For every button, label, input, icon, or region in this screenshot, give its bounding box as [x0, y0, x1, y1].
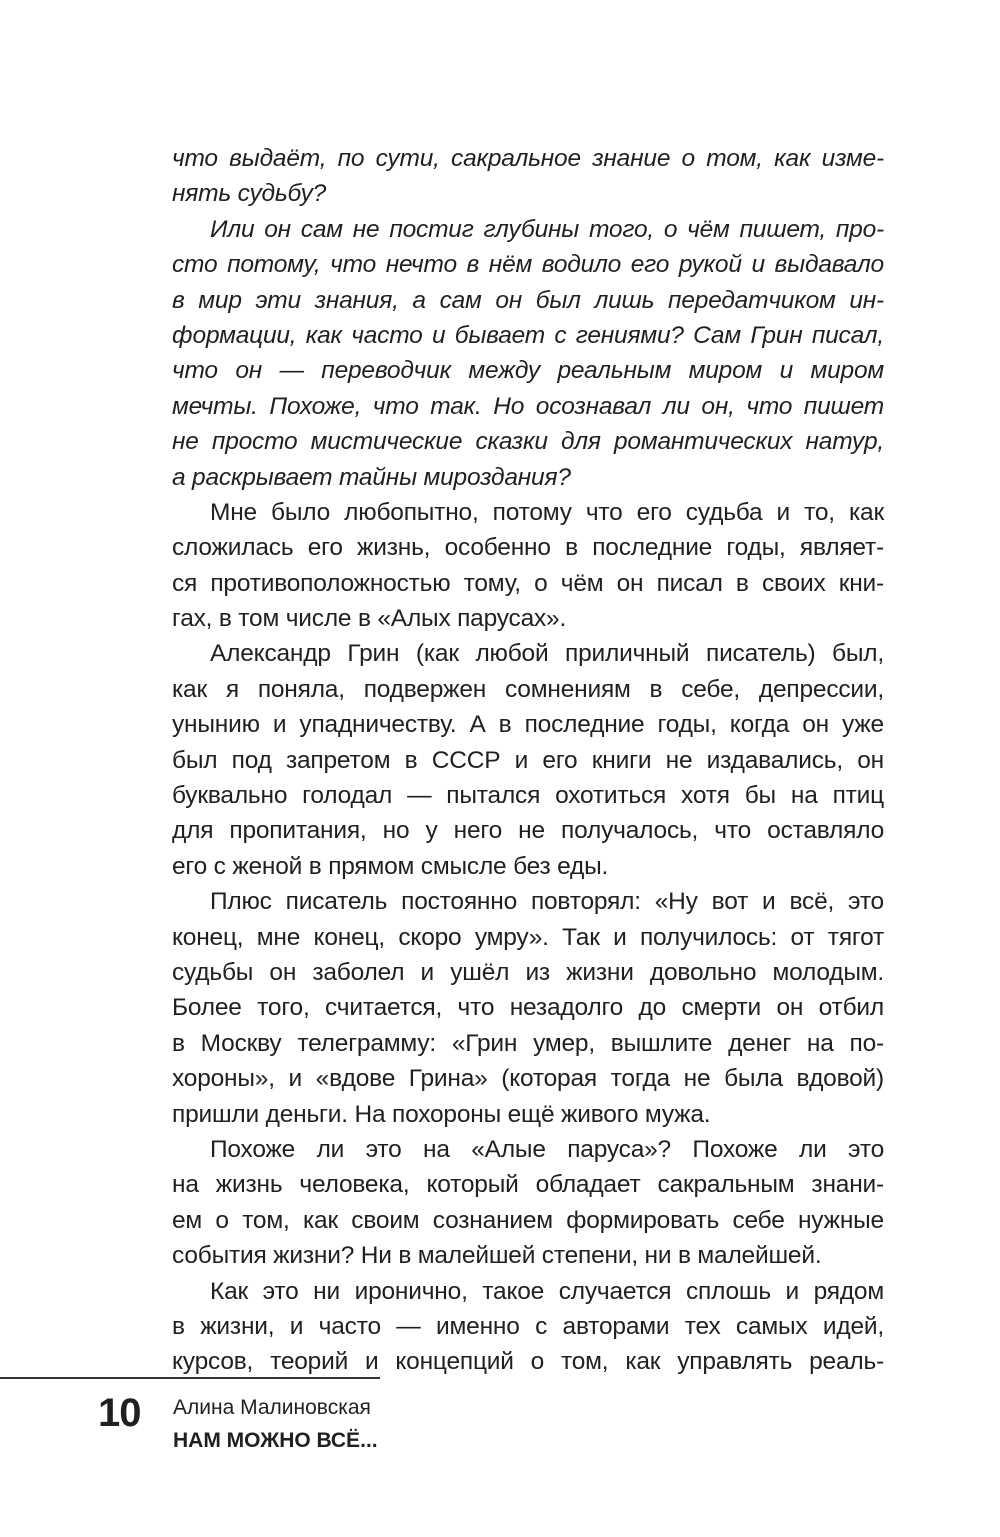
text-line: конец, мне конец, скоро умру». Так и получилось: от тягот: [172, 923, 884, 951]
text-line: в мир эти знания, а сам он был лишь передатчиком ин-: [172, 286, 884, 314]
footer-author: Алина Малиновская: [173, 1396, 371, 1419]
text-line: для пропитания, но у него не получалось, что оставляло: [172, 817, 884, 845]
text-line: пришли деньги. На похороны ещё живого мужа.: [172, 1100, 711, 1128]
text-line: что выдаёт, по сути, сакральное знание о том, как изме-: [172, 145, 884, 172]
text-line: хороны», и «вдове Грина» (которая тогда не была вдовой): [172, 1065, 884, 1093]
page-number: 10: [98, 1391, 141, 1435]
text-line: Более того, считается, что незадолго до смерти он отбил: [172, 994, 884, 1022]
text-line: Плюс писатель постоянно повторял: «Ну вот и всё, это: [210, 888, 884, 916]
text-line: судьбы он заболел и ушёл из жизни довольно молодым.: [172, 958, 884, 986]
paragraph: [172, 884, 884, 1132]
footer-book-title: НАМ МОЖНО ВСЁ...: [173, 1429, 378, 1452]
text-line: Или он сам не постиг глубины того, о чём пишет, про-: [210, 215, 884, 243]
text-line: курсов, теорий и концепций о том, как управлять реаль-: [172, 1348, 884, 1376]
page-body: [172, 141, 884, 1380]
text-line: не просто мистические сказки для романтических натур,: [172, 428, 884, 456]
text-line: ем о том, как своим сознанием формировать себе нужные: [172, 1206, 884, 1234]
text-line: как я поняла, подвержен сомнениям в себе, депрессии,: [172, 675, 884, 703]
text-line: в жизни, и часто — именно с авторами тех самых идей,: [172, 1312, 884, 1340]
text-line: нять судьбу?: [172, 180, 327, 208]
text-line: Похоже ли это на «Алые паруса»? Похоже ли это: [210, 1135, 884, 1163]
text-line: Как это ни иронично, такое случается сплошь и рядом: [210, 1277, 884, 1305]
text-line: гах, в том числе в «Алых парусах».: [172, 605, 567, 633]
text-line: унынию и упадничеству. А в последние годы, когда он уже: [172, 711, 884, 739]
text-line: мечты. Похоже, что так. Но осознавал ли он, что пишет: [172, 392, 884, 420]
text-line: а раскрывает тайны мироздания?: [172, 463, 571, 491]
paragraph: [172, 636, 884, 884]
text-line: был под запретом в СССР и его книги не издавались, он: [172, 746, 884, 774]
text-line: сто потому, что нечто в нём водило его рукой и выдавало: [172, 251, 884, 279]
text-line: его с женой в прямом смысле без еды.: [172, 852, 609, 880]
paragraph: [172, 1274, 884, 1380]
text-line: в Москву телеграмму: «Грин умер, вышлите денег на по-: [172, 1029, 884, 1057]
text-line: буквально голодал — пытался охотиться хотя бы на птиц: [172, 782, 884, 810]
text-line: ся противоположностью тому, о чём он писал в своих кни-: [172, 569, 884, 597]
paragraph: [172, 141, 884, 212]
text-line: на жизнь человека, который обладает сакральным знани-: [172, 1171, 884, 1199]
text-line: Александр Грин (как любой приличный писатель) был,: [210, 640, 884, 668]
footer-divider: [0, 1377, 380, 1379]
text-line: формации, как часто и бывает с гениями? Сам Грин писал,: [172, 321, 884, 349]
text-line: Мне было любопытно, потому что его судьба и то, как: [210, 498, 884, 526]
paragraph: [172, 212, 884, 495]
text-line: сложилась его жизнь, особенно в последние годы, являет-: [172, 534, 884, 562]
paragraph: [172, 1132, 884, 1274]
text-line: что он — переводчик между реальным миром и миром: [172, 357, 884, 385]
text-line: события жизни? Ни в малейшей степени, ни в малейшей.: [172, 1242, 822, 1270]
paragraph: [172, 495, 884, 637]
